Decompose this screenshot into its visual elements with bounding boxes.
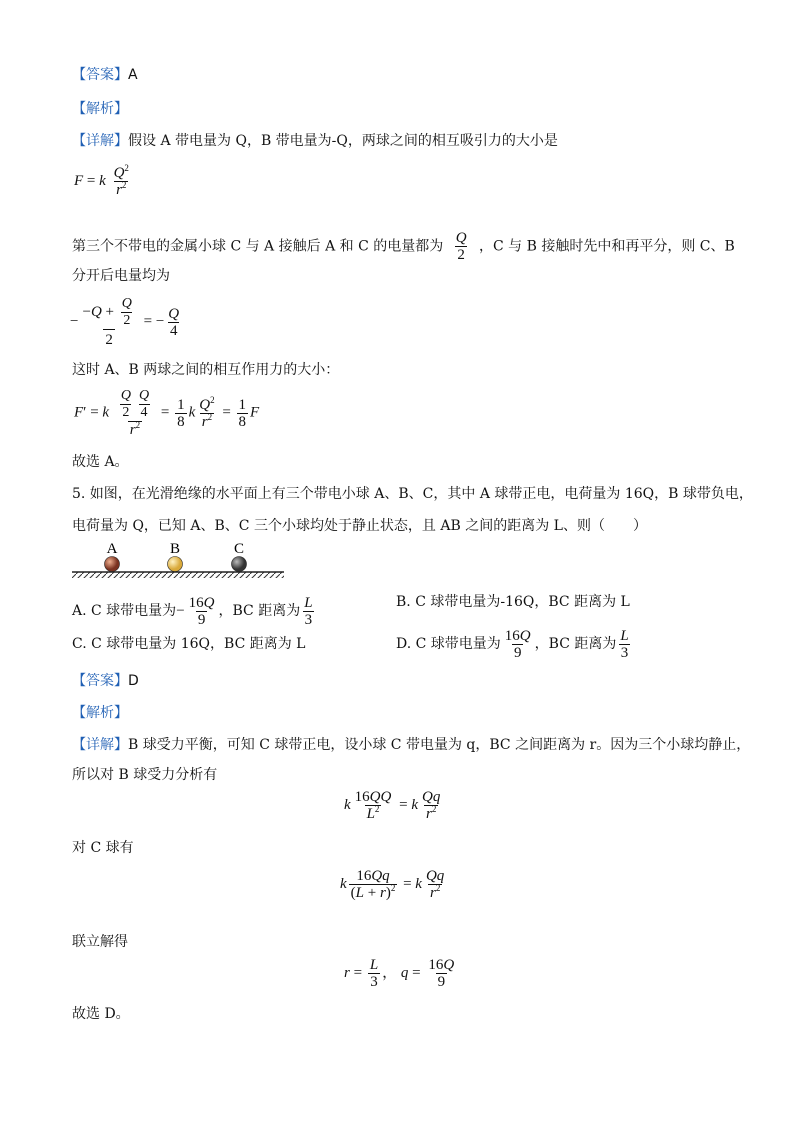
analysis-tag-q5: 【解析】 — [72, 705, 128, 721]
detail-line-q5: 【详解】B 球受力平衡，可知 C 球带正电，设小球 C 带电量为 q，BC 之间距离为 r。因为三个小球均静止， — [72, 737, 751, 753]
ball-label-a: A — [106, 541, 118, 557]
detail-line: 【详解】假设 A 带电量为 Q，B 带电量为-Q，两球之间的相互吸引力的大小是 — [72, 133, 558, 149]
formula-new-force: F′ = k $\frac{Q}{2}$ $\frac{Q}{4}$ $r^2$ = $\frac{1}{8}$ k $\frac{Q^2}{r^2}$ = $\frac{1}{8}$ F — [74, 388, 260, 438]
ball-c — [232, 557, 247, 572]
line-b-analysis: 所以对 B 球受力分析有 — [72, 767, 218, 783]
formula-c-balance: k $\frac{16Qq}{(L + r)^2}$ = k $\frac{Qq}{r^2}$ — [340, 868, 445, 901]
formula-solution: r = $\frac{L}{3}$ ， q = $\frac{16Q}{9}$ — [344, 957, 455, 990]
conclusion-q5: 故选 D。 — [72, 1006, 130, 1022]
three-balls-figure — [70, 538, 290, 580]
line-solve: 联立解得 — [72, 934, 128, 950]
answer-tag-q5: 【答案】D — [72, 673, 139, 689]
ground-hatching — [72, 572, 284, 578]
formula-b-balance: k $\frac{16QQ}{L^2}$ = k $\frac{Qq}{r^2}$ — [344, 789, 441, 822]
option-b: B. C 球带电量为-16Q，BC 距离为 L — [396, 594, 630, 610]
line-contact-b: 分开后电量均为 — [72, 268, 170, 284]
ball-a — [105, 557, 120, 572]
ball-label-c: C — [233, 541, 245, 557]
option-d: D. C 球带电量为 $\frac{16Q}{9}$ ，BC 距离为 $\frac{L}{3}$ — [396, 627, 629, 661]
analysis-tag: 【解析】 — [72, 101, 128, 117]
ball-b — [168, 557, 183, 572]
line-force-ab: 这时 A、B 两球之间的相互作用力的大小： — [72, 362, 340, 378]
line-c-analysis: 对 C 球有 — [72, 840, 134, 856]
q5-stem-line1: 5. 如图，在光滑绝缘的水平面上有三个带电小球 A、B、C，其中 A 球带正电，电荷量为 16Q，B 球带负电， — [72, 486, 753, 502]
option-a: A. C 球带电量为− $\frac{16Q}{9}$ ，BC 距离为 $\frac{L}{3}$ — [72, 594, 313, 629]
option-c: C. C 球带电量为 16Q，BC 距离为 L — [72, 636, 306, 652]
line-contact-a: 第三个不带电的金属小球 C 与 A 接触后 A 和 C 的电量都为 $\frac{Q}{2}$ ，C 与 B 接触时先中和再平分，则 C、B — [72, 230, 735, 263]
q5-stem-line2: 电荷量为 Q，已知 A、B、C 三个小球均处于静止状态，且 AB 之间的距离为 L、则（ ） — [72, 518, 647, 534]
ball-label-b: B — [169, 541, 181, 557]
answer-tag: 【答案】A — [72, 67, 138, 83]
formula-coulomb: F = k $\frac{Q^2}{r^2}$ — [74, 163, 129, 198]
conclusion-q4: 故选 A。 — [72, 454, 129, 470]
formula-charge-split: − −Q + $\frac{Q}{2}$ 2 = − $\frac{Q}{4}$ — [70, 296, 180, 348]
